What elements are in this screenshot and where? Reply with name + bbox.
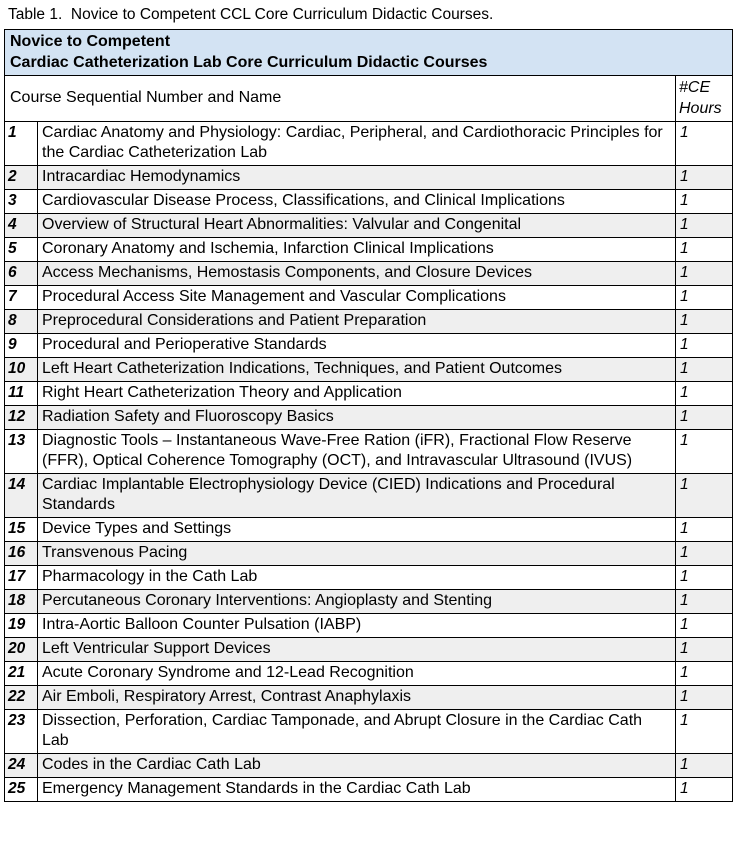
row-name: Right Heart Catheterization Theory and Application bbox=[38, 382, 676, 406]
course-row bbox=[5, 262, 733, 286]
row-number: 8 bbox=[5, 310, 38, 334]
row-number: 4 bbox=[5, 214, 38, 238]
row-number: 14 bbox=[5, 474, 38, 518]
row-hours: 1 bbox=[676, 518, 733, 542]
row-hours: 1 bbox=[676, 406, 733, 430]
row-hours: 1 bbox=[676, 382, 733, 406]
course-row bbox=[5, 334, 733, 358]
row-name: Access Mechanisms, Hemostasis Components, and Closure Devices bbox=[38, 262, 676, 286]
row-name: Cardiovascular Disease Process, Classifications, and Clinical Implications bbox=[38, 190, 676, 214]
course-row bbox=[5, 566, 733, 590]
column-header-hours-line2: Hours bbox=[679, 100, 722, 117]
row-hours: 1 bbox=[676, 686, 733, 710]
row-number: 23 bbox=[5, 710, 38, 754]
row-name: Left Ventricular Support Devices bbox=[38, 638, 676, 662]
row-name: Device Types and Settings bbox=[38, 518, 676, 542]
row-number: 6 bbox=[5, 262, 38, 286]
row-name: Intracardiac Hemodynamics bbox=[38, 166, 676, 190]
table-caption: Table 1. Novice to Competent CCL Core Curriculum Didactic Courses. bbox=[8, 6, 494, 23]
section-header-line1: Novice to Competent bbox=[10, 33, 171, 50]
row-name: Intra-Aortic Balloon Counter Pulsation (IABP) bbox=[38, 614, 676, 638]
row-number: 3 bbox=[5, 190, 38, 214]
row-hours: 1 bbox=[676, 122, 733, 166]
column-header-hours bbox=[676, 76, 733, 122]
row-hours: 1 bbox=[676, 542, 733, 566]
row-name: Codes in the Cardiac Cath Lab bbox=[38, 754, 676, 778]
row-name: Cardiac Implantable Electrophysiology Device (CIED) Indications and Procedural Standards bbox=[38, 474, 676, 518]
row-number: 10 bbox=[5, 358, 38, 382]
course-row bbox=[5, 166, 733, 190]
course-row bbox=[5, 286, 733, 310]
row-hours: 1 bbox=[676, 334, 733, 358]
row-hours: 1 bbox=[676, 286, 733, 310]
course-row bbox=[5, 430, 733, 474]
row-hours: 1 bbox=[676, 662, 733, 686]
row-hours: 1 bbox=[676, 262, 733, 286]
row-name: Dissection, Perforation, Cardiac Tamponade, and Abrupt Closure in the Cardiac Cath Lab bbox=[38, 710, 676, 754]
row-number: 15 bbox=[5, 518, 38, 542]
row-name: Air Emboli, Respiratory Arrest, Contrast Anaphylaxis bbox=[38, 686, 676, 710]
course-row bbox=[5, 710, 733, 754]
row-number: 16 bbox=[5, 542, 38, 566]
row-hours: 1 bbox=[676, 614, 733, 638]
row-name: Radiation Safety and Fluoroscopy Basics bbox=[38, 406, 676, 430]
course-row bbox=[5, 122, 733, 166]
row-number: 19 bbox=[5, 614, 38, 638]
row-hours: 1 bbox=[676, 238, 733, 262]
row-name: Left Heart Catheterization Indications, Techniques, and Patient Outcomes bbox=[38, 358, 676, 382]
row-hours: 1 bbox=[676, 430, 733, 474]
section-header-cell bbox=[5, 30, 733, 76]
column-header-row bbox=[5, 76, 733, 122]
row-number: 18 bbox=[5, 590, 38, 614]
course-row bbox=[5, 474, 733, 518]
row-name: Acute Coronary Syndrome and 12-Lead Recognition bbox=[38, 662, 676, 686]
row-number: 20 bbox=[5, 638, 38, 662]
row-hours: 1 bbox=[676, 638, 733, 662]
row-hours: 1 bbox=[676, 358, 733, 382]
course-row bbox=[5, 638, 733, 662]
course-table bbox=[4, 29, 733, 802]
column-header-hours-line1: #CE bbox=[679, 79, 711, 96]
row-hours: 1 bbox=[676, 590, 733, 614]
row-name: Overview of Structural Heart Abnormalities: Valvular and Congenital bbox=[38, 214, 676, 238]
row-number: 22 bbox=[5, 686, 38, 710]
row-hours: 1 bbox=[676, 474, 733, 518]
column-header-course: Course Sequential Number and Name bbox=[5, 76, 676, 122]
row-hours: 1 bbox=[676, 214, 733, 238]
row-name: Pharmacology in the Cath Lab bbox=[38, 566, 676, 590]
row-number: 24 bbox=[5, 754, 38, 778]
row-number: 12 bbox=[5, 406, 38, 430]
row-hours: 1 bbox=[676, 566, 733, 590]
course-row bbox=[5, 590, 733, 614]
row-name: Diagnostic Tools – Instantaneous Wave-Free Ration (iFR), Fractional Flow Reserve (FFR), Optical Coherence Tomography (OCT), and Intravascular Ultrasound (IVUS) bbox=[38, 430, 676, 474]
row-hours: 1 bbox=[676, 166, 733, 190]
row-hours: 1 bbox=[676, 778, 733, 802]
row-number: 21 bbox=[5, 662, 38, 686]
row-name: Percutaneous Coronary Interventions: Angioplasty and Stenting bbox=[38, 590, 676, 614]
row-name: Transvenous Pacing bbox=[38, 542, 676, 566]
course-row bbox=[5, 382, 733, 406]
section-header-line2: Cardiac Catheterization Lab Core Curriculum Didactic Courses bbox=[10, 54, 488, 71]
row-number: 1 bbox=[5, 122, 38, 166]
course-row bbox=[5, 662, 733, 686]
row-number: 11 bbox=[5, 382, 38, 406]
row-hours: 1 bbox=[676, 310, 733, 334]
course-row bbox=[5, 778, 733, 802]
row-name: Procedural and Perioperative Standards bbox=[38, 334, 676, 358]
row-number: 17 bbox=[5, 566, 38, 590]
course-row bbox=[5, 686, 733, 710]
course-row bbox=[5, 614, 733, 638]
row-number: 25 bbox=[5, 778, 38, 802]
course-row bbox=[5, 542, 733, 566]
row-name: Coronary Anatomy and Ischemia, Infarction Clinical Implications bbox=[38, 238, 676, 262]
course-row bbox=[5, 310, 733, 334]
course-row bbox=[5, 754, 733, 778]
course-row bbox=[5, 190, 733, 214]
row-name: Cardiac Anatomy and Physiology: Cardiac, Peripheral, and Cardiothoracic Principles for the Cardiac Catheterization Lab bbox=[38, 122, 676, 166]
row-hours: 1 bbox=[676, 190, 733, 214]
row-name: Procedural Access Site Management and Vascular Complications bbox=[38, 286, 676, 310]
course-row bbox=[5, 238, 733, 262]
course-row bbox=[5, 406, 733, 430]
row-name: Preprocedural Considerations and Patient Preparation bbox=[38, 310, 676, 334]
row-number: 2 bbox=[5, 166, 38, 190]
row-hours: 1 bbox=[676, 710, 733, 754]
course-row bbox=[5, 358, 733, 382]
row-number: 9 bbox=[5, 334, 38, 358]
course-row bbox=[5, 214, 733, 238]
course-row bbox=[5, 518, 733, 542]
row-number: 7 bbox=[5, 286, 38, 310]
row-number: 13 bbox=[5, 430, 38, 474]
section-header-row bbox=[5, 30, 733, 76]
row-hours: 1 bbox=[676, 754, 733, 778]
row-number: 5 bbox=[5, 238, 38, 262]
course-table-body bbox=[5, 122, 733, 802]
row-name: Emergency Management Standards in the Cardiac Cath Lab bbox=[38, 778, 676, 802]
